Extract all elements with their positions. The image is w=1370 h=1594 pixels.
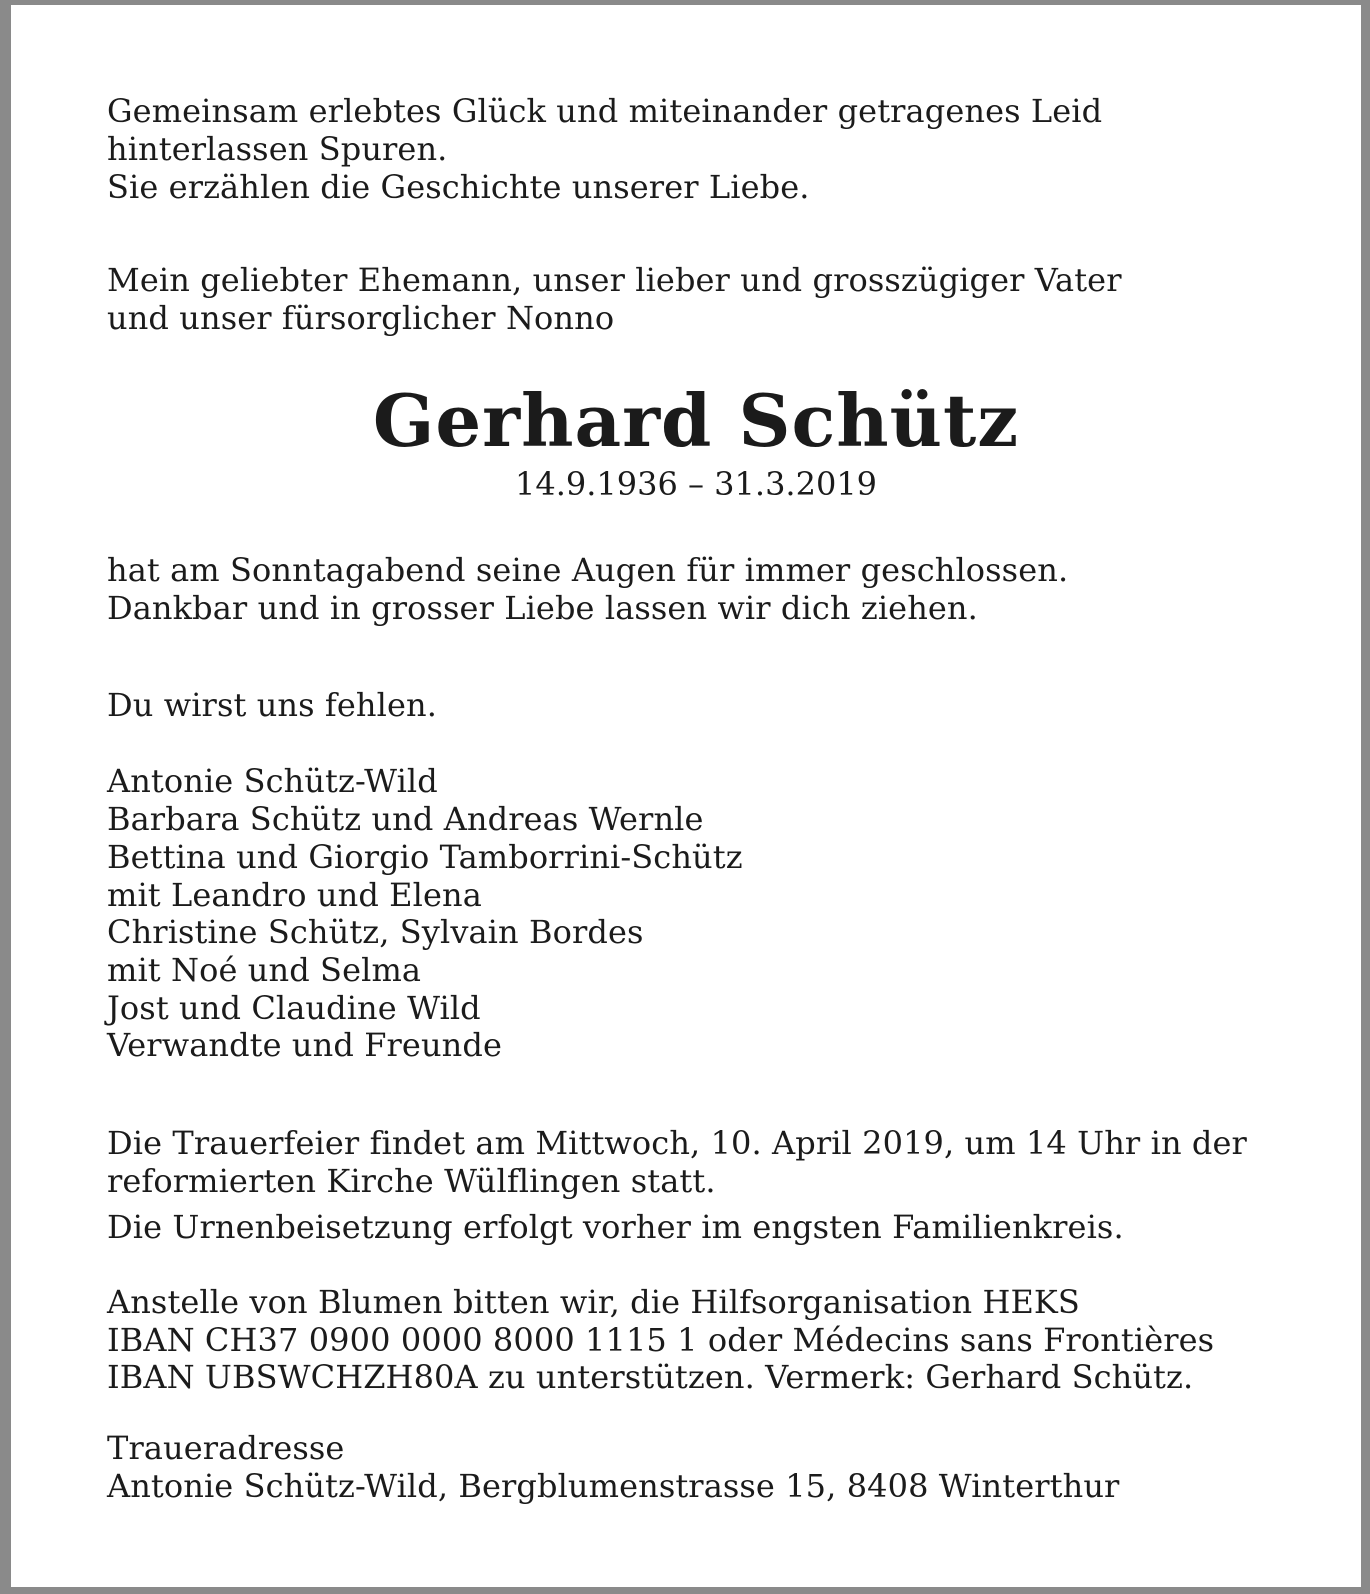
mourner-item: Verwandte und Freunde: [107, 1026, 502, 1064]
service-line-3: Die Urnenbeisetzung erfolgt vorher im engsten Familienkreis.: [107, 1208, 1124, 1246]
address-value: Antonie Schütz-Wild, Bergblumenstrasse 15, 8408 Winterthur: [107, 1467, 1120, 1505]
intro-line-2: hinterlassen Spuren.: [107, 130, 448, 168]
mourner-item: Bettina und Giorgio Tamborrini-Schütz: [107, 838, 743, 876]
intro-line-1: Gemeinsam erlebtes Glück und miteinander getragenes Leid: [107, 92, 1103, 130]
passing-line-1: hat am Sonntagabend seine Augen für immer geschlossen.: [107, 551, 1069, 589]
announcement-line-2: und unser fürsorglicher Nonno: [107, 299, 615, 337]
life-dates: 14.9.1936 – 31.3.2019: [514, 465, 878, 503]
farewell-text: Du wirst uns fehlen.: [107, 686, 437, 724]
mourner-item: mit Noé und Selma: [107, 951, 422, 989]
mourner-item: Antonie Schütz-Wild: [107, 762, 438, 800]
donations-line-2: IBAN CH37 0900 0000 8000 1115 1 oder Médecins sans Frontières: [107, 1321, 1215, 1359]
passing-line-2: Dankbar und in grosser Liebe lassen wir dich ziehen.: [107, 589, 978, 627]
donations-line-1: Anstelle von Blumen bitten wir, die Hilfsorganisation HEKS: [107, 1283, 1080, 1321]
service-line-2: reformierten Kirche Wülflingen statt.: [107, 1162, 716, 1200]
mourner-item: Barbara Schütz und Andreas Wernle: [107, 800, 704, 838]
intro-line-3: Sie erzählen die Geschichte unserer Liebe.: [107, 168, 810, 206]
address-label: Traueradresse: [107, 1429, 345, 1467]
service-line-1: Die Trauerfeier findet am Mittwoch, 10. April 2019, um 14 Uhr in der: [107, 1124, 1247, 1162]
donations-line-3: IBAN UBSWCHZH80A zu unterstützen. Vermerk: Gerhard Schütz.: [107, 1358, 1194, 1396]
mourner-item: Christine Schütz, Sylvain Bordes: [107, 913, 644, 951]
mourner-item: Jost und Claudine Wild: [107, 989, 481, 1027]
deceased-name: Gerhard Schütz: [372, 378, 1020, 463]
announcement-line-1: Mein geliebter Ehemann, unser lieber und grosszügiger Vater: [107, 261, 1122, 299]
mourner-item: mit Leandro und Elena: [107, 876, 482, 914]
